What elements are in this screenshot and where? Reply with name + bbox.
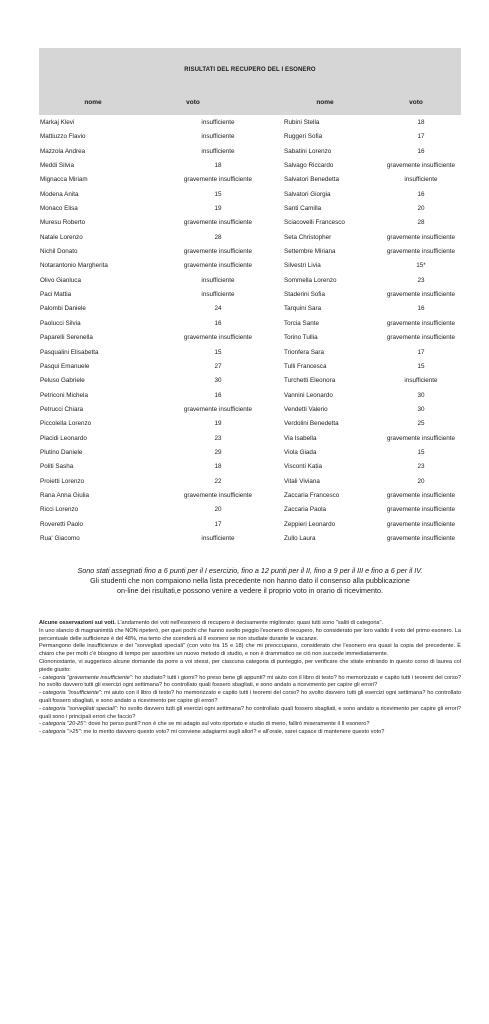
student-name: Olivo Gianluca: [40, 276, 81, 284]
student-name: Pasqui Emanuele: [40, 362, 90, 370]
table-row: [39, 503, 461, 517]
student-name: Ruggeri Sofia: [284, 133, 323, 141]
student-grade: insufficiente: [201, 147, 235, 155]
student-name: Piccolella Lorenzo: [40, 420, 92, 428]
student-name: Zeppieri Leonardo: [284, 520, 336, 528]
table-row: [39, 489, 461, 503]
student-name: Mazzola Andrea: [40, 147, 86, 155]
student-name: Mignacca Miriam: [40, 176, 88, 184]
table-row: [39, 389, 461, 403]
student-name: Placidi Leonardo: [40, 434, 87, 442]
student-name: Visconti Katia: [284, 463, 323, 471]
table-row: [39, 130, 461, 144]
student-grade: 29: [214, 448, 222, 456]
student-name: Zaccaria Francesco: [284, 491, 340, 499]
student-name: Sommella Lorenzo: [284, 276, 337, 284]
student-name: Petriconi Michela: [40, 391, 88, 399]
student-name: Rubini Stella: [284, 119, 320, 126]
consent-notice-line-1: Gli studenti che non compaiono nella lista precedente non hanno dato il consenso alla pubblicazione: [90, 576, 410, 585]
results-header: [39, 48, 461, 115]
student-name: Politi Sasha: [40, 463, 74, 471]
student-grade: insufficiente: [404, 176, 438, 184]
student-grade: gravemente insufficiente: [183, 176, 253, 184]
student-name: Seta Christopher: [284, 233, 332, 241]
student-grade: 28: [214, 233, 222, 241]
table-row: [39, 360, 461, 374]
student-grade: 16: [417, 305, 425, 313]
student-grade: 19: [214, 205, 222, 213]
table-row: [39, 274, 461, 288]
student-grade: gravemente insufficiente: [183, 248, 253, 256]
student-grade: 17: [417, 348, 425, 356]
student-grade: 16: [417, 190, 425, 198]
student-grade: gravemente insufficiente: [183, 219, 253, 227]
category-item: [39, 675, 461, 691]
student-grade: 18: [214, 463, 222, 471]
student-grade: insufficiente: [201, 276, 235, 284]
category-item: [39, 729, 461, 737]
student-name: Mattiuzzo Flavio: [40, 133, 86, 141]
student-name: Tulli Francesca: [284, 362, 327, 370]
student-name: Santi Camilla: [284, 205, 322, 213]
student-grade: 24: [214, 305, 222, 313]
student-name: Peluso Gabriele: [40, 377, 85, 385]
student-name: Zaccaria Paola: [284, 506, 326, 514]
student-grade: 15: [417, 448, 425, 456]
category-label: - categoria "insufficiente": [39, 690, 101, 697]
table-row: [39, 417, 461, 431]
student-name: Via Isabella: [284, 434, 317, 442]
table-row: [39, 403, 461, 417]
student-grade: gravemente insufficiente: [183, 405, 253, 413]
student-grade: 17: [214, 520, 222, 528]
category-label: - categoria ">25": [39, 729, 81, 736]
student-name: Salvago Riccardo: [284, 162, 334, 170]
table-row: [39, 145, 461, 159]
table-row: [39, 302, 461, 316]
student-name: Rana Anna Giulia: [40, 491, 90, 499]
table-row: [39, 288, 461, 302]
student-name: Paparelli Serenella: [40, 334, 93, 342]
student-name: Trionfera Sara: [284, 348, 325, 356]
category-questions: : dove ho perso punti? non è che se mi adagio sul voto riportato e studio di meno, fallirò miseramente il II esonero?: [85, 721, 370, 728]
category-label: - categoria "20-25": [39, 721, 86, 728]
student-grade: 27: [214, 362, 222, 370]
student-grade: gravemente insufficiente: [386, 520, 456, 528]
student-grade: gravemente insufficiente: [386, 291, 456, 299]
student-grade: insufficiente: [201, 291, 235, 299]
student-name: Plutino Daniele: [40, 448, 83, 456]
student-name: Nichil Donato: [40, 248, 78, 256]
student-grade: insufficiente: [201, 119, 235, 126]
student-grade: 15: [417, 362, 425, 370]
table-row: [39, 446, 461, 460]
student-name: Vendetti Valerio: [284, 405, 328, 413]
category-item: [39, 690, 461, 706]
student-grade: insufficiente: [404, 377, 438, 385]
student-grade: 20: [214, 506, 222, 514]
observations-p1: L'andamento dei voti nell'esonero di recupero è decisamente migliorato: quasi tutti sono "saliti di categoria".: [115, 620, 384, 626]
table-row: [39, 188, 461, 202]
category-item: [39, 706, 461, 722]
student-grade: gravemente insufficiente: [386, 434, 456, 442]
observations-section: [39, 620, 461, 737]
student-grade: gravemente insufficiente: [183, 334, 253, 342]
student-grade: 18: [214, 162, 222, 170]
student-name: Markaj Klevi: [40, 119, 75, 126]
page-title: RISULTATI DEL RECUPERO DEL I ESONERO: [184, 67, 316, 73]
student-name: Meddi Silvia: [40, 162, 74, 170]
table-row: [39, 331, 461, 345]
student-name: Silvestri Livia: [284, 262, 321, 270]
student-name: Viola Giada: [284, 448, 317, 456]
student-name: Muresu Roberto: [40, 219, 86, 227]
student-grade: gravemente insufficiente: [386, 334, 456, 342]
student-name: Verdolini Benedetta: [284, 420, 339, 428]
student-name: Torino Tullia: [284, 334, 318, 342]
student-grade: 30: [417, 391, 425, 399]
observations-p3: Permangono delle insufficienze e dei "sorvegliati speciali" (con voto tra 15 e 18) che mi preoccupano, considerato che l'esonero era quasi la copia del precedente. È chiaro che per molti c'è bisogno di tempo per assorbire un nuovo metodo di studio, e non è drammatico se ciò non succede immediatamente.: [39, 643, 461, 658]
category-questions: : ho svolto davvero tutti gli esercizi ogni settimana? ho controllato quali fossero sbagliati, e sono andato a ricevimento per capire gli errori? quali sono i principali errori che faccio?: [39, 705, 461, 720]
consent-notice-line-2: on-line dei risultati,e possono venire a vedere il proprio voto in orario di ricevimento.: [116, 586, 384, 595]
student-name: Salvatori Benedetta: [284, 176, 339, 184]
student-grade: insufficiente: [201, 133, 235, 141]
observations-p2: In uno slancio di magnanimità che NON ripeterò, per quei pochi che hanno svolto peggio l'esonero di recupero, ho considerato per loro valido il voto del primo esonero. La percentuale delle sufficienze è del 48%, ma temo che scenderà al II esonero se non studiate durante le vacanze.: [39, 627, 461, 642]
student-name: Petrucci Chiara: [40, 405, 84, 413]
student-grade: 22: [214, 477, 222, 485]
student-name: Natale Lorenzo: [40, 233, 83, 241]
student-grade: 30: [417, 405, 425, 413]
student-name: Paolucci Silvia: [40, 319, 81, 327]
student-name: Settembre Miriana: [284, 248, 336, 256]
student-name: Palombi Daniele: [40, 305, 86, 313]
consent-notice: [40, 576, 460, 596]
student-name: Salvatori Giorgia: [284, 190, 331, 198]
table-row: [39, 432, 461, 446]
student-grade: insufficiente: [201, 534, 235, 542]
student-name: Notarantonio Margherita: [40, 262, 108, 270]
student-name: Modena Anita: [40, 190, 79, 198]
student-grade: 15*: [416, 262, 426, 270]
table-row: [39, 346, 461, 360]
student-name: Staderini Sofia: [284, 291, 325, 299]
student-grade: gravemente insufficiente: [183, 491, 253, 499]
student-grade: 15: [214, 190, 222, 198]
student-grade: gravemente insufficiente: [386, 162, 456, 170]
table-row: [39, 475, 461, 489]
student-name: Tarquini Sara: [284, 305, 322, 313]
student-name: Ricci Lorenzo: [40, 506, 79, 514]
observations-intro: [39, 620, 461, 628]
student-name: Monaco Elisa: [40, 205, 78, 213]
table-row: [39, 202, 461, 216]
student-name: Roveretti Paolo: [40, 520, 84, 528]
student-name: Sciacovelli Francesco: [284, 219, 345, 227]
table-row: [39, 159, 461, 173]
table-row: [39, 374, 461, 388]
student-name: Proietti Lorenzo: [40, 477, 85, 485]
student-grade: gravemente insufficiente: [183, 262, 253, 270]
student-name: Pasqualini Elisabetta: [40, 348, 99, 356]
student-grade: 23: [417, 463, 425, 471]
student-name: Torcia Sante: [284, 319, 320, 327]
category-label: - categoria "gravemente insufficiente": [39, 674, 132, 681]
category-list: [39, 675, 461, 737]
col-header-grade-2: voto: [409, 99, 423, 106]
student-name: Rua' Giacomo: [40, 534, 80, 542]
student-grade: 17: [417, 133, 425, 141]
student-grade: 16: [417, 147, 425, 155]
student-grade: 16: [214, 319, 222, 327]
student-name: Sabatini Lorenzo: [284, 147, 332, 155]
scoring-notice: Sono stati assegnati fino a 6 punti per il I esercizio, fino a 12 punti per il II, fino a 9 per il III e fino a 6 per il IV.: [77, 566, 423, 575]
student-grade: 15: [214, 348, 222, 356]
student-grade: 16: [214, 391, 222, 399]
student-name: Vitali Viviana: [284, 477, 320, 485]
table-row: [39, 173, 461, 187]
category-questions: : me lo merito davvero questo voto? mi conviene adagiarmi sugli allori? e all'orale, sarei capace di mantenere questo voto?: [80, 729, 385, 736]
student-grade: 20: [417, 477, 425, 485]
student-grade: 18: [417, 119, 425, 126]
student-grade: 23: [214, 434, 222, 442]
student-name: Zullo Laura: [284, 534, 316, 542]
student-name: Vannini Leonardo: [284, 391, 333, 399]
col-header-grade-1: voto: [186, 99, 200, 106]
table-row: [39, 216, 461, 230]
student-name: Paci Mattia: [40, 291, 72, 299]
student-grade: gravemente insufficiente: [386, 319, 456, 327]
student-grade: gravemente insufficiente: [386, 233, 456, 241]
category-label: - categoria "sorvegliati speciali": [39, 705, 117, 712]
observations-heading: Alcune osservazioni sui voti.: [39, 620, 116, 626]
col-header-name-2: nome: [316, 99, 334, 106]
student-grade: gravemente insufficiente: [386, 506, 456, 514]
category-questions: : mi aiuto con il libro di testo? ho memorizzato e capito tutti i teoremi del corso? ho svolto davvero tutti gli esercizi ogni settimana? ho controllato quali fossero sbagliati, e sono andato a ricevimento per capire gli errori?: [39, 690, 461, 704]
student-grade: 23: [417, 276, 425, 284]
table-row: [39, 518, 461, 532]
results-table: [39, 116, 461, 546]
student-grade: 19: [214, 420, 222, 428]
category-questions: : ho studiato? tutti i giorni? ho preso bene gli appunti? mi aiuto con il libro di testo? ho memorizzato e capito tutti i teoremi del corso? ho svolto davvero tutti gli esercizi ogni settimana? ho controllato quali fossero sbagliati, e sono andato a ricevimento per capire gli errori?: [39, 674, 461, 689]
student-grade: gravemente insufficiente: [386, 534, 456, 542]
category-item: [39, 721, 461, 729]
student-grade: gravemente insufficiente: [386, 491, 456, 499]
observations-p4: Ciononostante, vi suggerisco alcune domande da porre a voi stessi, per ciascuna categoria di punteggio, per verificare che stiate entrando in questo corso di laurea col piede giusto:: [39, 658, 461, 673]
table-row: [39, 245, 461, 259]
table-row: [39, 259, 461, 273]
table-row: [39, 231, 461, 245]
student-grade: 30: [214, 377, 222, 385]
table-row: [39, 116, 461, 130]
student-grade: gravemente insufficiente: [386, 248, 456, 256]
col-header-name-1: nome: [84, 99, 102, 106]
student-grade: 25: [417, 420, 425, 428]
student-grade: 20: [417, 205, 425, 213]
table-row: [39, 532, 461, 546]
student-name: Turchetti Eleonora: [284, 377, 336, 385]
student-grade: 28: [417, 219, 425, 227]
table-row: [39, 317, 461, 331]
table-row: [39, 460, 461, 474]
